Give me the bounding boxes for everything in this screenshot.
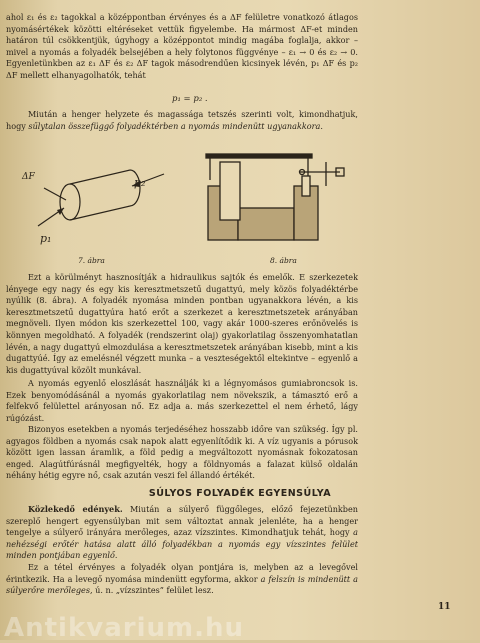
label-delta-f: ΔF: [22, 172, 35, 182]
label-p1: p₁: [40, 232, 52, 245]
emphasis-horizontal-surface: a nehézségi erőtér hatása alatt álló folyadékban a nyomás egy vízszintes felület minden pontjában egyenlő.: [6, 527, 358, 561]
paragraph-soil-pressure: Bizonyos esetekben a nyomás terjedéséhez hosszabb időre van szükség. Így pl. agyagos földben a nyomás csak napok alatt egyenlítődik ki. A víz ugyanis a pórusok között igen lassan áramlik, a föld pedig a megváltozott nyomásnak fokozatosan enged. Alagútfúrásnál megfigyelték, hogy a földnyomás a falazat külső oldalán néhány hétig egyre nő, csak azután veszi fel állandó értékét.: [6, 424, 358, 481]
paragraph-tires: A nyomás egyenlő eloszlását használják ki a légnyomásos gumiabroncsok is. Ezek benyomódásánál a nyomás gyakorlatilag nem növekszik, a támasztó erő a felfekvő felülettel arányosan nő. Ez adja a. más szerkezettel el nem érhető, lágy rúgózást.: [6, 378, 358, 423]
figure-7-caption: 7. ábra: [78, 256, 105, 265]
paragraph-weightless-fluid: Miután a henger helyzete és magassága tetszés szerinti volt, kimondhatjuk, hogy sűlytalan összefüggő folyadéktérben a nyomás mindenütt ugyanakkora.: [6, 109, 358, 131]
page-number: 11: [438, 602, 451, 612]
figure-8-caption: 8. ábra: [270, 256, 297, 265]
paragraph-epsilon: ahol ε₁ és ε₂ tagokkal a középpontban érvényes és a ΔF felületre vonatkozó átlagos nyomásértékek közötti eltéréseket vettük figyelembe. Ha mármost ΔF-et minden határon túl csökkentjük, úgyhogy a középpontot mindig magába foglalja, akkor – mivel a nyomás a folyadék belsejében a hely folytonos függvénye – ε₁ → 0 és ε₂ → 0. Egyenletünkben az ε₁ ΔF és ε₂ ΔF tagok másodrendűen kicsinyek lévén, p₁ ΔF és p₂ ΔF mellett elhanyagolhatók, tehát: [6, 12, 358, 80]
lead-term: Közlekedő edények.: [28, 504, 123, 514]
paragraph-communicating-vessels: Közlekedő edények. Miután a súlyerő függőleges, előző fejezetünkben szereplő hengert egyensúlyban mit sem változtat annak jelenléte, ha a henger tengelye a súlyerő irányára merőleges, azaz vízszintes. Kimondhatjuk tehát, hogy a nehézségi erőtér hatása alatt álló folyadékban a nyomás egy vízszintes felület minden pontjában egyenlő.: [6, 504, 358, 561]
hydraulic-press-diagram: [198, 150, 348, 250]
equation-p1-p2: p₁ = p₂ .: [172, 94, 208, 104]
emphasis-surface: a felszín is mindenütt a súlyerőre merőleges: [6, 573, 359, 596]
emphasis-weightless: sűlytalan összefüggő folyadéktérben a nyomás mindenütt ugyanakkora.: [28, 120, 323, 131]
paragraph-hydraulic: Ezt a körülményt hasznosítják a hidraulikus sajtók és emelők. E szerkezetek lényege egy nagy és egy kis keresztmetszetű dugattyú, mely közös folyadéktérbe nyúlik (8. ábra). A folyadék nyomása minden pontban ugyanakkora lévén, a kis keresztmetszetű dugattyúra ható erőt a szerkezet a keresztmetszetek arányában megnöveli. Ilyen módon kis szerkezettel 100, vagy akár 1000-szeres erőnövelés is könnyen megoldható. A folyadék (rendszerint olaj) gyakorlatilag összenyomhatatlan lévén, a nagy dugattyú elmozdulása a keresztmetszetek arányában kisebb, mint a kis dugattyúé. Így az emelésnél végzett munka – a veszteségektől eltekintve – egyenlő a kis dugattyúval közölt munkával.: [6, 272, 358, 375]
label-p2: p₂: [134, 176, 146, 189]
paragraph-free-surface: Ez a tétel érvényes a folyadék olyan pontjára is, melyben az a levegővel érintkezik. Ha a levegő nyomása mindenütt egyforma, akkor a felszín is mindenütt a súlyerőre merőleges, ú. n. „vízszintes” felület lesz.: [6, 562, 359, 596]
cylinder-diagram: [24, 150, 174, 245]
section-heading: SÚLYOS FOLYADÉK EGYENSÚLYA: [148, 488, 332, 499]
watermark-logo: Antikvarium.hu: [4, 613, 244, 643]
